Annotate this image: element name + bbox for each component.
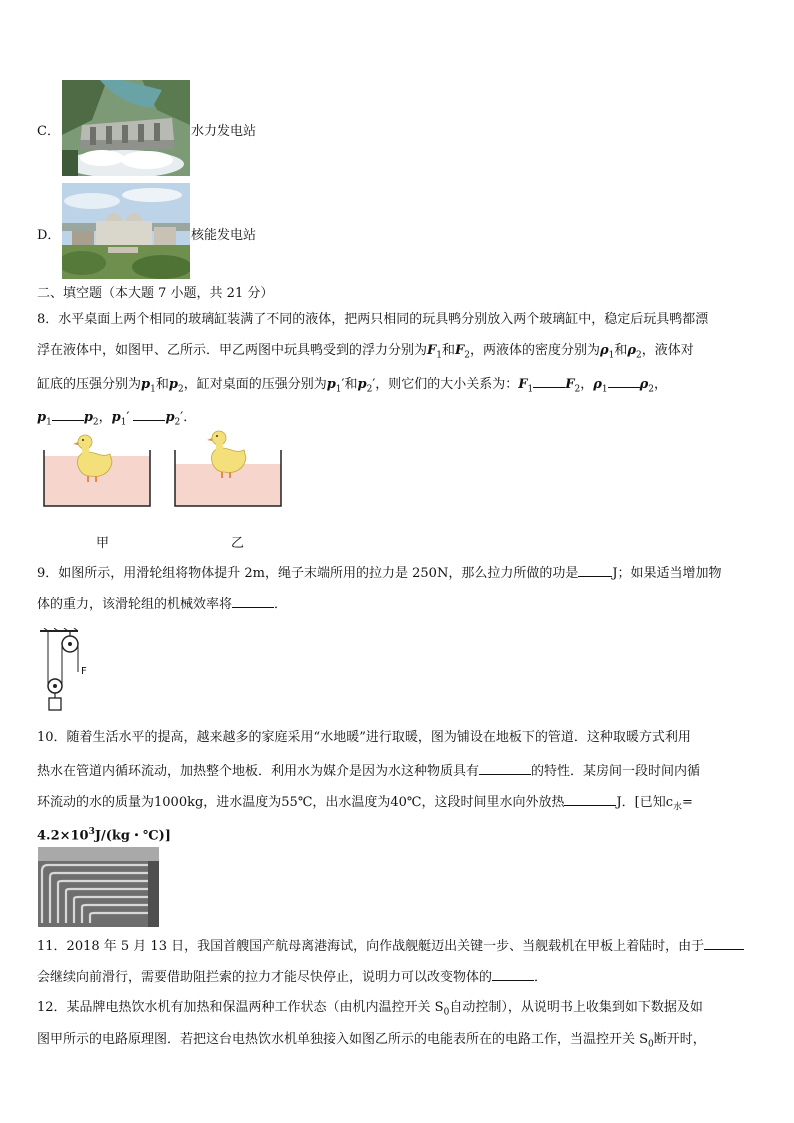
pulley-figure <box>38 628 98 712</box>
q8-line2: 浮在液体中，如图甲、乙所示．甲乙两图中玩具鸭受到的浮力分别为$F_1$和$F_2$，两液体的密度分别为$\rho_1$和$\rho_2$，液体对 <box>37 343 694 361</box>
option-d-letter: D． <box>37 228 61 243</box>
hydro-dam-photo <box>62 80 190 176</box>
q10-line1: 10．随着生活水平的提高，越来越多的家庭采用“水地暖”进行取暖，图为铺设在地板下的管道．这种取暖方式利用 <box>37 730 691 745</box>
q10-line3: 环流动的水的质量为1000kg，进水温度为55℃，出水温度为40℃，这段时间里水向外放热 J．[已知$c_水=$ <box>37 795 693 813</box>
q11-blank-2 <box>492 968 534 981</box>
q11-line1: 11．2018 年 5 月 13 日，我国首艘国产航母离港海试，向作战舰艇迈出关键一步、当舰载机在甲板上着陆时，由于 <box>37 937 744 955</box>
option-c-label: 水力发电站 <box>191 124 257 139</box>
q8-blank-2 <box>608 375 640 388</box>
q8-line3: 缸底的压强分别为$p_1$和$p_2$，缸对桌面的压强分别为$p_1'$和$p_2'$，则它们的大小关系为：$F_1$ $F_2$，$\rho_1$ $\rho_2$， <box>37 377 668 395</box>
force-label: F <box>81 666 87 677</box>
q12-line1: 12．某品牌电热饮水机有加热和保温两种工作状态（由机内温控开关 $S_0$自动控制），从说明书上收集到如下数据及如 <box>37 1000 703 1018</box>
q8-blank-3 <box>52 408 84 421</box>
duck-tanks-figure <box>40 430 290 512</box>
figure-label-yi: 乙 <box>231 536 245 551</box>
q11-line2: 会继续向前滑行，需要借助阻拦索的拉力才能尽快停止，说明力可以改变物体的 ． <box>37 970 548 985</box>
floor-heating-photo <box>38 847 159 927</box>
q9-line2: 体的重力，该滑轮组的机械效率将 ． <box>37 597 288 612</box>
q10-line2: 热水在管道内循环流动，加热整个地板．利用水为媒介是因为水这种物质具有 的特性．某房间一段时间内循 <box>37 764 701 779</box>
q11-blank-1 <box>704 937 744 950</box>
q10-line4: $4.2\times 10^3J/(kg$・℃)] <box>37 827 171 844</box>
q8-blank-1 <box>533 375 565 388</box>
section-title: 二、填空题（本大题 7 小题，共 21 分） <box>37 286 274 301</box>
q9-blank-2 <box>232 595 274 608</box>
nuclear-plant-photo <box>62 183 190 279</box>
q10-blank-1 <box>479 762 531 775</box>
option-d-label: 核能发电站 <box>191 228 257 243</box>
option-c-letter: C． <box>37 124 60 139</box>
q8-blank-4 <box>133 408 165 421</box>
figure-label-jia: 甲 <box>96 536 110 551</box>
q8-line1: 8．水平桌面上两个相同的玻璃缸装满了不同的液体，把两只相同的玩具鸭分别放入两个玻璃缸中，稳定后玩具鸭都漂 <box>37 312 709 327</box>
q8-line4: $p_1$ $p_2$，$p_1'$ $p_2'$． <box>37 410 197 428</box>
q9-blank-1 <box>578 564 612 577</box>
q10-blank-2 <box>564 793 616 806</box>
q12-line2: 图甲所示的电路原理图．若把这台电热饮水机单独接入如图乙所示的电能表所在的电路工作，当温控开关 $S_0$断开时， <box>37 1032 706 1050</box>
q9-line1: 9．如图所示，用滑轮组将物体提升 2m，绳子末端所用的拉力是 250N，那么拉力所做的功是 J；如果适当增加物 <box>37 566 722 581</box>
